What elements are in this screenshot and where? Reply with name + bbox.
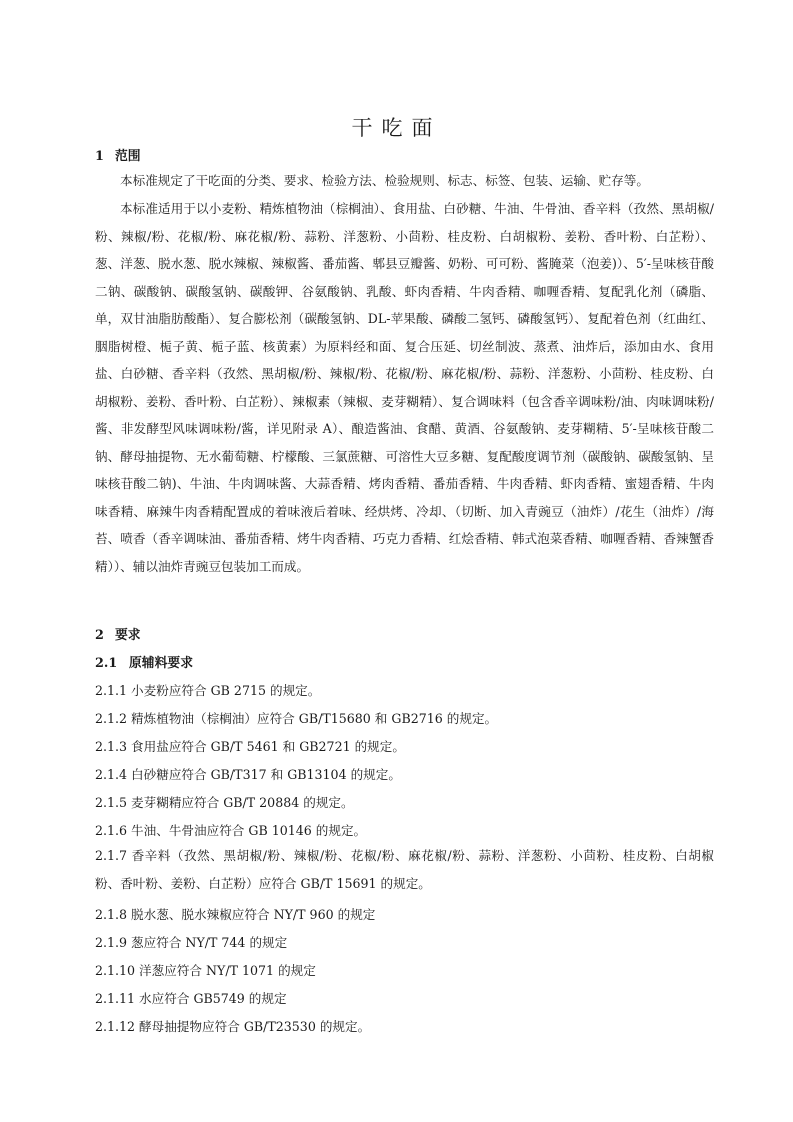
section-1-number: 1 bbox=[95, 149, 104, 164]
clause-2-1-4: 2.1.4 白砂糖应符合 GB/T317 和 GB13104 的规定。 bbox=[95, 767, 401, 782]
clause-2-1-6: 2.1.6 牛油、牛骨油应符合 GB 10146 的规定。 bbox=[95, 823, 367, 838]
clause-2-1-1: 2.1.1 小麦粉应符合 GB 2715 的规定。 bbox=[95, 683, 321, 698]
scope-paragraph-1: 本标准规定了干吃面的分类、要求、检验方法、检验规则、标志、标签、包装、运输、贮存等。 bbox=[120, 173, 649, 188]
document-title: 干吃面 bbox=[351, 116, 442, 140]
clause-2-1-8: 2.1.8 脱水葱、脱水辣椒应符合 NY/T 960 的规定 bbox=[95, 907, 376, 922]
section-1-heading bbox=[95, 145, 141, 164]
clause-2-1-2: 2.1.2 精炼植物油（棕榈油）应符合 GB/T15680 和 GB2716 的规定。 bbox=[95, 711, 498, 726]
clause-2-1-3: 2.1.3 食用盐应符合 GB/T 5461 和 GB2721 的规定。 bbox=[95, 739, 405, 754]
section-2-1-title: 原辅料要求 bbox=[129, 656, 193, 671]
clause-2-1-10: 2.1.10 洋葱应符合 NY/T 1071 的规定 bbox=[95, 963, 316, 978]
clause-2-1-5: 2.1.5 麦芽糊精应符合 GB/T 20884 的规定。 bbox=[95, 795, 354, 810]
section-2-number: 2 bbox=[95, 628, 104, 643]
section-2-heading bbox=[95, 624, 141, 643]
scope-paragraph-2: 本标准适用于以小麦粉、精炼植物油（棕榈油）、食用盐、白砂糖、牛油、牛骨油、香辛料（孜然、黑胡椒/粉、辣椒/粉、花椒/粉、麻花椒/粉、蒜粉、洋葱粉、小茴粉、桂皮粉、白胡椒粉、姜粉、香叶粉、白芷粉）、葱、洋葱、脱水葱、脱水辣椒、辣椒酱、番茄酱、郫县豆瓣酱、奶粉、可可粉、酱腌菜（泡姜)）、5′-呈味核苷酸二钠、碳酸钠、碳酸氢钠、碳酸钾、谷氨酸钠、乳酸、虾肉香精、牛肉香精、咖喱香精、复配乳化剂（磷脂、单，双甘油脂肪酸酯）、复合膨松剂（碳酸氢钠、DL-苹果酸、磷酸二氢钙、磷酸氢钙）、复配着色剂（红曲红、胭脂树橙、栀子黄、栀子蓝、核黄素）为原料经和面、复合压延、切丝制波、蒸煮、油炸后，添加由水、食用盐、白砂糖、香辛料（孜然、黑胡椒/粉、辣椒/粉、花椒/粉、麻花椒/粉、蒜粉、洋葱粉、小茴粉、桂皮粉、白胡椒粉、姜粉、香叶粉、白芷粉）、辣椒素（辣椒、麦芽糊精）、复合调味料（包含香辛调味粉/油、肉味调味粉/酱、非发酵型风味调味粉/酱，详见附录 A）、酿造酱油、食醋、黄酒、谷氨酸钠、麦芽糊精、5′-呈味核苷酸二钠、酵母抽提物、无水葡萄糖、柠檬酸、三氯蔗糖、可溶性大豆多糖、复配酸度调节剂（碳酸钠、碳酸氢钠、呈味核苷酸二钠)、牛油、牛肉调味酱、大蒜香精、烤肉香精、番茄香精、牛肉香精、虾肉香精、蜜翅香精、牛肉味香精、麻辣牛肉香精配置成的着味液后着味、经烘烤、冷却、（切断、加入青豌豆（油炸）/花生（油炸）/海苔、喷香（香辛调味油、番茄香精、烤牛肉香精、巧克力香精、红烩香精、韩式泡菜香精、咖喱香精、香辣蟹香精））、辅以油炸青豌豆包装加工而成。 bbox=[95, 201, 714, 574]
clause-2-1-7: 2.1.7 香辛料（孜然、黑胡椒/粉、辣椒/粉、花椒/粉、麻花椒/粉、蒜粉、洋葱粉、小茴粉、桂皮粉、白胡椒粉、香叶粉、姜粉、白芷粉）应符合 GB/T 15691 的规定。 bbox=[95, 848, 714, 891]
section-2-1-heading bbox=[95, 652, 193, 671]
clause-2-1-12: 2.1.12 酵母抽提物应符合 GB/T23530 的规定。 bbox=[95, 1019, 371, 1034]
section-2-1-number: 2.1 bbox=[95, 656, 118, 671]
section-2-title: 要求 bbox=[115, 628, 141, 643]
clause-2-1-11: 2.1.11 水应符合 GB5749 的规定 bbox=[95, 991, 287, 1006]
clause-2-1-9: 2.1.9 葱应符合 NY/T 744 的规定 bbox=[95, 935, 288, 950]
section-1-title: 范围 bbox=[115, 149, 141, 164]
